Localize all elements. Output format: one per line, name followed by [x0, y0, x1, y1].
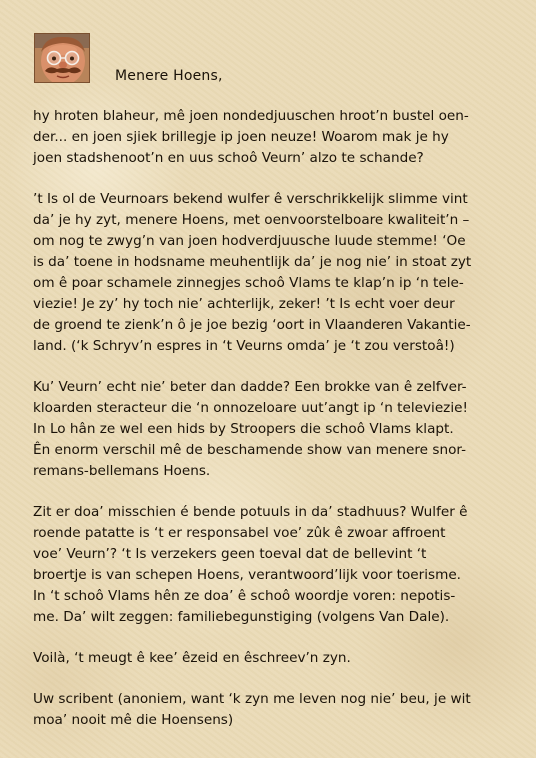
- text-line: ’t Is ol de Veurnoars bekend wulfer ê verschrikkelijk slimme vint: [33, 191, 468, 207]
- text-line: remans-bellemans Hoens.: [33, 463, 211, 479]
- text-line: In Lo hân ze wel een hids by Stroopers die schoô Vlams klapt.: [33, 421, 454, 437]
- salutation: Menere Hoens,: [115, 68, 223, 84]
- text-line: Ên enorm verschil mê de beschamende show van menere snor-: [33, 442, 467, 458]
- text-line: me. Da’ wilt zeggen: familiebegunstiging (volgens Van Dale).: [33, 609, 450, 625]
- text-line: da’ je hy zyt, menere Hoens, met oenvoorstelboare kwaliteit’n –: [33, 212, 470, 228]
- text-line: broertje is van schepen Hoens, verantwoord’lijk voor toerisme.: [33, 567, 461, 583]
- paragraph: [33, 502, 508, 628]
- text-line: voe’ Veurn’? ‘t Is verzekers geen toeval dat de bellevint ‘t: [33, 546, 427, 562]
- text-line: kloarden steracteur die ‘n onnozeloare uut’angt ip ‘n televiezie!: [33, 400, 468, 416]
- text-line: land. (‘k Schryv’n espres in ‘t Veurns omda’ je ‘t zou verstoâ!): [33, 338, 455, 354]
- text-line: Voilà, ‘t meugt ê kee’ êzeid en êschreev’n zyn.: [33, 650, 351, 666]
- text-line: de groend te zienk’n ô je joe bezig ‘oort in Vlaanderen Vakantie-: [33, 317, 471, 333]
- text-line: der... en joen sjiek brillegje ip joen neuze! Woarom mak je hy: [33, 129, 449, 145]
- avatar: [34, 33, 90, 83]
- text-line: Ku’ Veurn’ echt nie’ beter dan dadde? Een brokke van ê zelfver-: [33, 379, 467, 395]
- caricature-portrait-icon: [35, 34, 90, 83]
- text-line: Uw scribent (anoniem, want ‘k zyn me leven nog nie’ beu, je wit: [33, 691, 471, 707]
- text-line: moa’ nooit mê die Hoensens): [33, 712, 234, 728]
- text-line: viezie! Je zy’ hy toch nie’ achterlijk, zeker! ’t Is echt voer deur: [33, 296, 455, 312]
- letter-body: [33, 106, 508, 751]
- text-line: Zit er doa’ misschien é bende potuuls in da’ stadhuus? Wulfer ê: [33, 504, 468, 520]
- text-line: roende patatte is ‘t er responsabel voe’ zûk ê zwoar affroent: [33, 525, 446, 541]
- paragraph: [33, 106, 508, 169]
- text-line: hy hroten blaheur, mê joen nondedjuuschen hroot’n bustel oen-: [33, 108, 469, 124]
- paragraph: [33, 648, 508, 669]
- paragraph: [33, 189, 508, 357]
- text-line: joen stadshenoot’n en uus schoô Veurn’ alzo te schande?: [33, 150, 424, 166]
- text-line: om ê poar schamele zinnegjes schoô Vlams te klap’n ip ‘n tele-: [33, 275, 464, 291]
- text-line: om nog te zwyg’n van joen hodverdjuusche luude stemme! ‘Oe: [33, 233, 466, 249]
- text-line: In ‘t schoô Vlams hên ze doa’ ê schoô woordje voren: nepotis-: [33, 588, 456, 604]
- text-line: is da’ toene in hodsname meuhentlijk da’ je nog nie’ in stoat zyt: [33, 254, 472, 270]
- paragraph: [33, 377, 508, 482]
- paragraph: [33, 689, 508, 731]
